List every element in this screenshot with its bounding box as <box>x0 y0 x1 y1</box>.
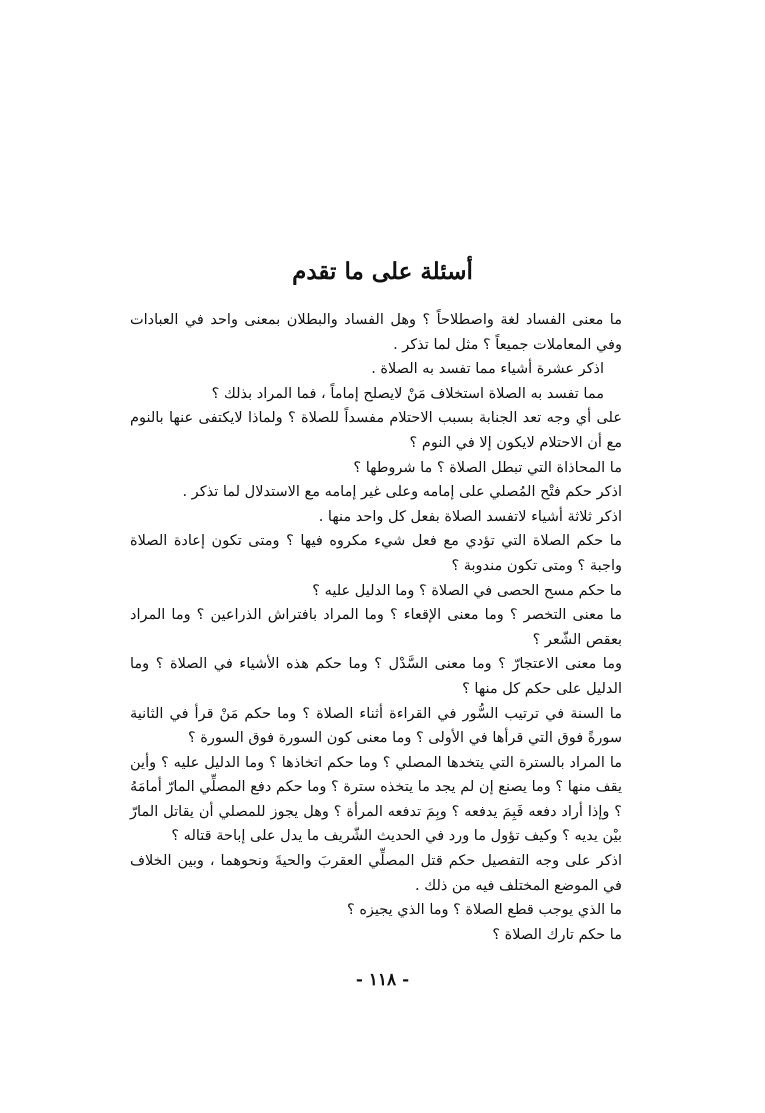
question-item: وما معنى الاعتجارّ ؟ وما معنى السَّدْل ؟ وما حكم هذه الأشياء في الصلاة ؟ وما الدليل على حكم كل منها ؟ <box>130 656 622 697</box>
question-item: اذكر حكم فتْح المُصلي على إمامه وعلى غير إمامه مع الاستدلال لما تذكر . <box>182 484 622 501</box>
question-item: ما حكم الصلاة التي تؤدي مع فعل شيء مكروه فيها ؟ ومتى تكون إعادة الصلاة واجبة ؟ ومتى تكون مندوبة ؟ <box>130 533 622 574</box>
question-item: اذكر على وجه التفصيل حكم قتل المصلِّي العقربَ والحيةَ ونحوهما ، وبين الخلاف في الموضع المختلف فيه من ذلك . <box>130 853 622 894</box>
questions-list <box>130 308 622 947</box>
question-item: ما حكم مسح الحصى في الصلاة ؟ وما الدليل عليه ؟ <box>312 582 622 599</box>
question-item: ما المراد بالسترة التي يتخدها المصلي ؟ وما حكم اتخاذها ؟ وما الدليل عليه ؟ وأين يقف منها ؟ وما يصنع إن لم يجد ما يتخذه سترة ؟ وما حكم دفع المصلِّي المارّ أمامَهُ ؟ وإذا أراد دفعه فَبِمَ يدفعه ؟ وبِمَ تدفعه المرأة ؟ وهل يجوز للمصلي أن يقاتل المارّ بيْن يديه ؟ وكيف تؤول ما ورد في الحديث الشّريف ما يدل على إباحة قتاله ؟ <box>130 754 622 845</box>
question-item: اذكر عشرة أشياء مما تفسد به الصلاة . <box>371 361 604 378</box>
question-item: ما المحاذاة التي تبطل الصلاة ؟ ما شروطها ؟ <box>353 459 622 476</box>
question-item: ما حكم تارك الصلاة ؟ <box>492 926 622 943</box>
question-item: مما تفسد به الصلاة استخلاف مَنْ لايصلح إماماً ، فما المراد بذلك ؟ <box>211 385 604 402</box>
question-item: ما السنة في ترتيب السُّور في القراءة أثناء الصلاة ؟ وما حكم مَنْ قرأ في الثانية سورةً فوق التي قرأها في الأولى ؟ وما معنى كون السورة فوق السورة ؟ <box>130 705 622 747</box>
page-number: - ١١٨ - <box>355 970 410 990</box>
question-item: اذكر ثلاثة أشياء لاتفسد الصلاة بفعل كل واحد منها . <box>318 508 622 525</box>
question-item: ما معنى الفساد لغة واصطلاحاً ؟ وهل الفساد والبطلان بمعنى واحد في العبادات وفي المعاملات جميعاً ؟ مثل لما تذكر . <box>130 312 622 353</box>
page-title: أسئلة على ما تقدم <box>292 258 473 285</box>
question-item: ما معنى التخصر ؟ وما معنى الإقعاء ؟ وما المراد بافتراش الذراعين ؟ وما المراد بعقص الشّعر ؟ <box>130 607 622 648</box>
question-item: على أي وجه تعد الجنابة بسبب الاحتلام مفسداً للصلاة ؟ ولماذا لايكتفى عنها بالنوم مع أن الاحتلام لايكون إلا في النوم ؟ <box>130 410 622 451</box>
question-item: ما الذي يوجب قطع الصلاة ؟ وما الذي يجيزه ؟ <box>347 902 622 919</box>
